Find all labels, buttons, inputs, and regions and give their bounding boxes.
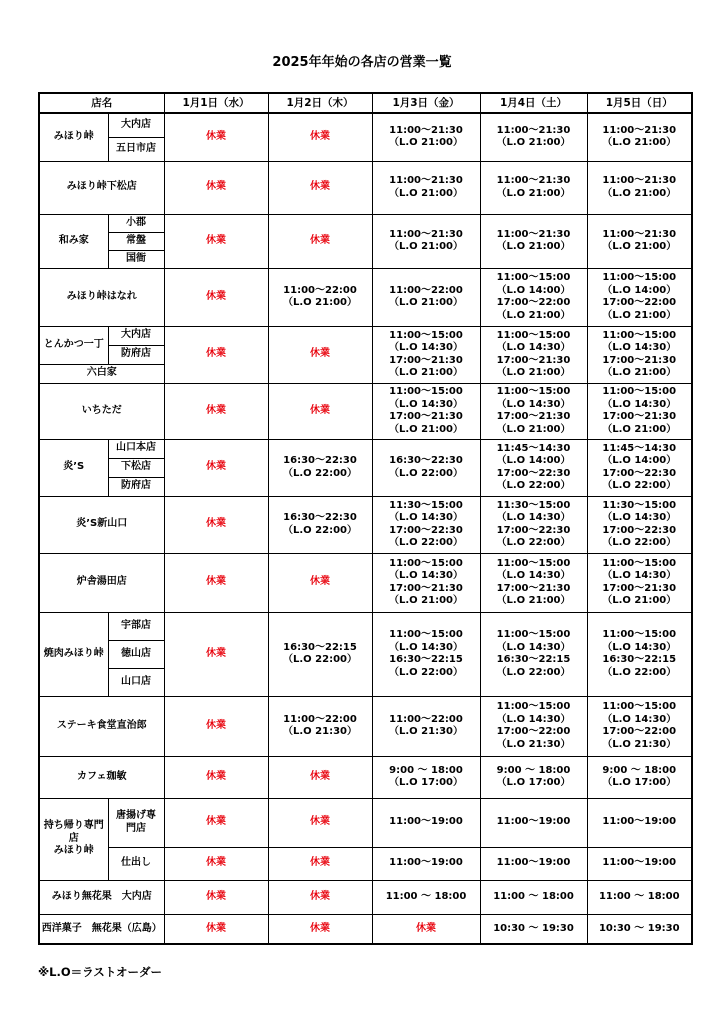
closed-label: 休業 — [164, 847, 268, 880]
closed-label: 休業 — [164, 383, 268, 439]
hours-cell: 11:00～19:00 — [587, 798, 692, 847]
hours-cell: 11:30～15:00 （L.O 14:30） 17:00～22:30 （L.O 22:00） — [480, 496, 587, 553]
header-store: 店名 — [39, 93, 164, 113]
hours-cell: 11:00～15:00 （L.O 14:30） 17:00～22:00 （L.O 21:30） — [480, 696, 587, 756]
store-name: 炉舎湯田店 — [39, 553, 164, 612]
store-name: カフェ珈敏 — [39, 756, 164, 798]
table-row — [39, 383, 692, 439]
branch-name: 山口本店 — [108, 439, 164, 458]
table-row — [39, 798, 692, 847]
branch-name: 大内店 — [108, 113, 164, 137]
closed-label: 休業 — [268, 880, 372, 914]
hours-cell: 11:00～15:00 （L.O 14:30） 16:30～22:15 （L.O 22:00） — [372, 612, 480, 696]
closed-label: 休業 — [268, 326, 372, 383]
hours-cell: 11:00～15:00 （L.O 14:30） 17:00～22:00 （L.O 21:30） — [587, 696, 692, 756]
branch-name: 唐揚げ専 門店 — [108, 798, 164, 847]
branch-name: 常盤 — [108, 232, 164, 250]
hours-cell: 16:30～22:30 （L.O 22:00） — [372, 439, 480, 496]
header-day-2: 1月2日（木） — [268, 93, 372, 113]
store-name: 炎’S新山口 — [39, 496, 164, 553]
store-name: ステーキ食堂直治郎 — [39, 696, 164, 756]
table-row — [39, 756, 692, 798]
table-row — [39, 326, 692, 345]
table-row — [39, 914, 692, 944]
table-row — [39, 113, 692, 137]
closed-label: 休業 — [268, 214, 372, 268]
closed-label: 休業 — [164, 161, 268, 214]
closed-label: 休業 — [268, 798, 372, 847]
closed-label: 休業 — [164, 326, 268, 383]
header-day-4: 1月4日（土） — [480, 93, 587, 113]
table-row — [39, 847, 692, 880]
closed-label: 休業 — [268, 383, 372, 439]
branch-name: 大内店 — [108, 326, 164, 345]
hours-cell: 11:00～15:00 （L.O 14:00） 17:00～22:00 （L.O 21:00） — [480, 268, 587, 326]
hours-cell: 11:45～14:30 （L.O 14:00） 17:00～22:30 （L.O 22:00） — [587, 439, 692, 496]
closed-label: 休業 — [268, 113, 372, 161]
hours-cell: 11:00～21:30 （L.O 21:00） — [372, 113, 480, 161]
hours-cell: 9:00 ～ 18:00 （L.O 17:00） — [372, 756, 480, 798]
hours-cell: 11:00～19:00 — [480, 847, 587, 880]
table-row — [39, 439, 692, 458]
table-row — [39, 553, 692, 612]
store-name: 焼肉みほり峠 — [39, 612, 108, 696]
hours-cell: 11:00～22:00 （L.O 21:00） — [268, 268, 372, 326]
schedule-table — [38, 92, 693, 945]
closed-label: 休業 — [164, 268, 268, 326]
closed-label: 休業 — [164, 696, 268, 756]
hours-cell: 11:00～19:00 — [587, 847, 692, 880]
closed-label: 休業 — [164, 798, 268, 847]
store-name: みほり峠下松店 — [39, 161, 164, 214]
store-name: 炎’S — [39, 439, 108, 496]
hours-cell: 16:30～22:30 （L.O 22:00） — [268, 439, 372, 496]
closed-label: 休業 — [268, 553, 372, 612]
closed-label: 休業 — [268, 847, 372, 880]
store-name: 西洋菓子 無花果（広島） — [39, 914, 164, 944]
store-name: みほり峠 — [39, 113, 108, 161]
closed-label: 休業 — [164, 113, 268, 161]
hours-cell: 11:00～15:00 （L.O 14:30） 17:00～21:30 （L.O 21:00） — [480, 383, 587, 439]
hours-cell: 11:00～19:00 — [480, 798, 587, 847]
hours-cell: 11:00 ～ 18:00 — [480, 880, 587, 914]
hours-cell: 11:00～21:30 （L.O 21:00） — [587, 214, 692, 268]
hours-cell: 11:00～15:00 （L.O 14:30） 17:00～21:30 （L.O 21:00） — [587, 326, 692, 383]
branch-name: 国衙 — [108, 250, 164, 268]
hours-cell: 11:00～22:00 （L.O 21:30） — [268, 696, 372, 756]
hours-cell: 11:00～15:00 （L.O 14:00） 17:00～22:00 （L.O 21:00） — [587, 268, 692, 326]
branch-name: 防府店 — [108, 345, 164, 364]
table-row — [39, 214, 692, 232]
hours-cell: 11:00～19:00 — [372, 798, 480, 847]
closed-label: 休業 — [164, 612, 268, 696]
store-name: みほり峠はなれ — [39, 268, 164, 326]
hours-cell: 11:00～22:00 （L.O 21:00） — [372, 268, 480, 326]
header-day-5: 1月5日（日） — [587, 93, 692, 113]
branch-name: 宇部店 — [108, 612, 164, 640]
hours-cell: 11:00～15:00 （L.O 14:30） 17:00～21:30 （L.O 21:00） — [587, 383, 692, 439]
hours-cell: 11:00～15:00 （L.O 14:30） 17:00～21:30 （L.O 21:00） — [372, 326, 480, 383]
hours-cell: 11:45～14:30 （L.O 14:00） 17:00～22:30 （L.O 22:00） — [480, 439, 587, 496]
hours-cell: 16:30～22:15 （L.O 22:00） — [268, 612, 372, 696]
table-row — [39, 496, 692, 553]
hours-cell: 10:30 ～ 19:30 — [587, 914, 692, 944]
hours-cell: 11:00～21:30 （L.O 21:00） — [372, 161, 480, 214]
hours-cell: 11:00～15:00 （L.O 14:30） 17:00～21:30 （L.O 21:00） — [480, 553, 587, 612]
hours-cell: 11:00～21:30 （L.O 21:00） — [480, 214, 587, 268]
hours-cell: 11:00～21:30 （L.O 21:00） — [480, 161, 587, 214]
branch-name: 小郡 — [108, 214, 164, 232]
branch-name: 山口店 — [108, 668, 164, 696]
table-row — [39, 268, 692, 326]
hours-cell: 11:00～21:30 （L.O 21:00） — [372, 214, 480, 268]
hours-cell: 16:30～22:30 （L.O 22:00） — [268, 496, 372, 553]
store-name: 和み家 — [39, 214, 108, 268]
hours-cell: 11:00～15:00 （L.O 14:30） 17:00～21:30 （L.O 21:00） — [372, 553, 480, 612]
branch-name: 徳山店 — [108, 640, 164, 668]
hours-cell: 11:00～15:00 （L.O 14:30） 17:00～21:30 （L.O 21:00） — [480, 326, 587, 383]
store-name: みほり無花果 大内店 — [39, 880, 164, 914]
hours-cell: 11:00～15:00 （L.O 14:30） 16:30～22:15 （L.O 22:00） — [480, 612, 587, 696]
closed-label: 休業 — [164, 496, 268, 553]
closed-label: 休業 — [164, 880, 268, 914]
table-row — [39, 696, 692, 756]
header-day-1: 1月1日（水） — [164, 93, 268, 113]
table-row — [39, 161, 692, 214]
store-name: いちただ — [39, 383, 164, 439]
hours-cell: 11:00 ～ 18:00 — [587, 880, 692, 914]
hours-cell: 11:00～21:30 （L.O 21:00） — [587, 113, 692, 161]
hours-cell: 9:00 ～ 18:00 （L.O 17:00） — [480, 756, 587, 798]
hours-cell: 11:00～15:00 （L.O 14:30） 17:00～21:30 （L.O 21:00） — [372, 383, 480, 439]
closed-label: 休業 — [268, 756, 372, 798]
closed-label: 休業 — [372, 914, 480, 944]
hours-cell: 11:00～21:30 （L.O 21:00） — [587, 161, 692, 214]
footnote: ※L.O＝ラストオーダー — [38, 965, 162, 979]
store-name: とんかつ一丁 — [39, 326, 108, 364]
closed-label: 休業 — [268, 914, 372, 944]
hours-cell: 11:00～19:00 — [372, 847, 480, 880]
store-name: 六白家 — [39, 364, 164, 383]
header-row — [39, 93, 692, 113]
closed-label: 休業 — [164, 553, 268, 612]
hours-cell: 11:00～22:00 （L.O 21:30） — [372, 696, 480, 756]
hours-cell: 11:00～15:00 （L.O 14:30） 16:30～22:15 （L.O 22:00） — [587, 612, 692, 696]
branch-name: 仕出し — [108, 847, 164, 880]
hours-cell: 11:00 ～ 18:00 — [372, 880, 480, 914]
table-row — [39, 612, 692, 640]
hours-cell: 11:00～21:30 （L.O 21:00） — [480, 113, 587, 161]
hours-cell: 11:00～15:00 （L.O 14:30） 17:00～21:30 （L.O 21:00） — [587, 553, 692, 612]
closed-label: 休業 — [164, 439, 268, 496]
branch-name: 下松店 — [108, 458, 164, 477]
closed-label: 休業 — [268, 161, 372, 214]
header-day-3: 1月3日（金） — [372, 93, 480, 113]
closed-label: 休業 — [164, 914, 268, 944]
hours-cell: 9:00 ～ 18:00 （L.O 17:00） — [587, 756, 692, 798]
closed-label: 休業 — [164, 756, 268, 798]
store-name: 持ち帰り専門 店 みほり峠 — [39, 798, 108, 880]
closed-label: 休業 — [164, 214, 268, 268]
page-title: 2025年年始の各店の営業一覧 — [272, 55, 452, 70]
hours-cell: 11:30～15:00 （L.O 14:30） 17:00～22:30 （L.O 22:00） — [587, 496, 692, 553]
hours-cell: 10:30 ～ 19:30 — [480, 914, 587, 944]
branch-name: 五日市店 — [108, 137, 164, 161]
hours-cell: 11:30～15:00 （L.O 14:30） 17:00～22:30 （L.O 22:00） — [372, 496, 480, 553]
table-row — [39, 880, 692, 914]
branch-name: 防府店 — [108, 477, 164, 496]
